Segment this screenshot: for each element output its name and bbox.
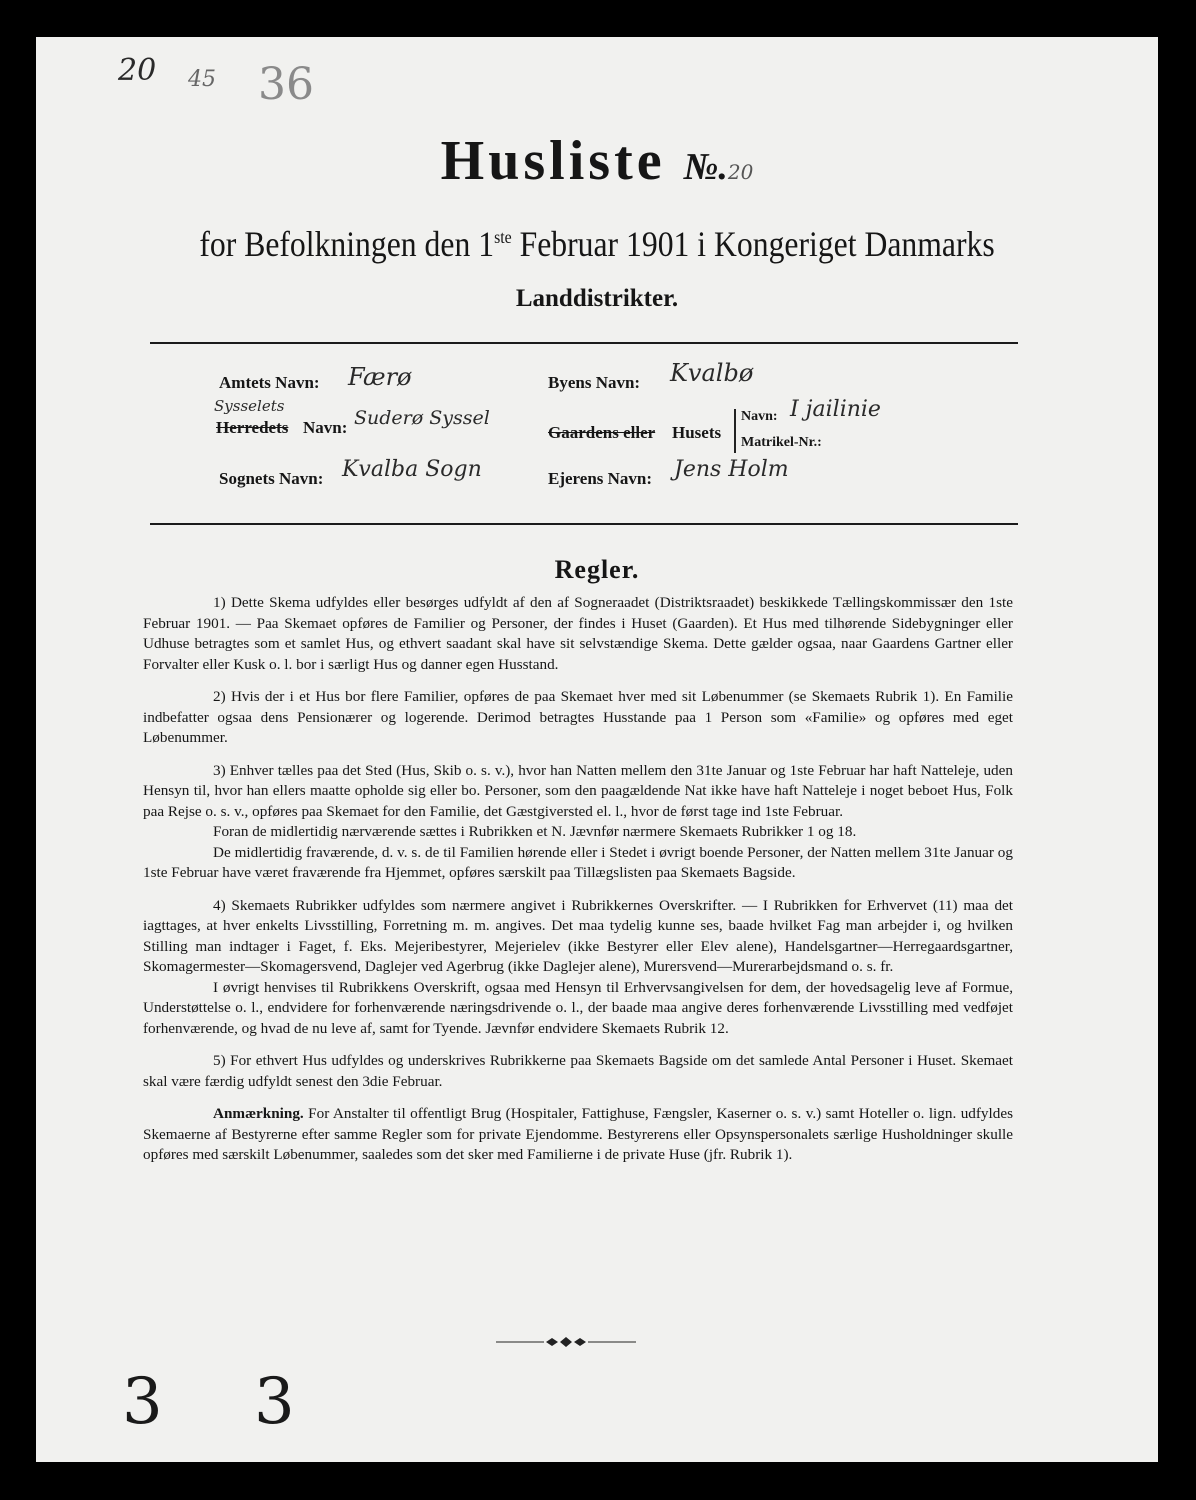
rules-body [143, 593, 1013, 1178]
note [143, 1104, 1013, 1166]
subtitle: for Befolkningen den 1ste Februar 1901 i Kongeriget Danmarks [199, 224, 995, 264]
rule-3-note-b: De midlertidig fraværende, d. v. s. de til Familien hørende eller i Stedet i øvrigt boende Personer, der Natten mellem 31te Januar og 1ste Februar have været fraværende fra Hjemmet, opføres særskilt paa Tillægslisten paa Skemaets Bagside. [143, 843, 1013, 881]
rule-3-note-a: Foran de midlertidig nærværende sættes i Rubrikken et N. Jævnfør nærmere Skemaets Rubrikker 1 og 18. [213, 823, 857, 840]
navn-value[interactable]: I jailinie [790, 397, 881, 422]
number-sign: №. [683, 146, 728, 188]
top-divider [150, 342, 1018, 344]
syssel-handwritten: Sysselets [214, 397, 285, 415]
amt-value[interactable]: Færø [348, 363, 412, 391]
document-page [36, 37, 1158, 1462]
bottom-divider [150, 523, 1018, 525]
list-number: 20 [727, 160, 754, 184]
rule-2: 2) Hvis der i et Hus bor flere Familier, opføres de paa Skemaet hver med sit Løbenummer (se Skemaets Rubrik 1). En Familie indbefatter ogsaa dens Pensionærer og logerende. Derimod betragtes Husstande paa 1 Person som «Familie» og opføres med eget Løbenummer. [143, 688, 1013, 746]
rule-5: 5) For ethvert Hus udfyldes og underskrives Rubrikkerne paa Skemaets Bagside om det samlede Antal Personer i Huset. Skemaet skal være færdig udfyldt senest den 3die Februar. [143, 1052, 1013, 1090]
bottom-mark-left: 3 [122, 1365, 163, 1439]
rule-4: 4) Skemaets Rubrikker udfyldes som nærmere angivet i Rubrikkernes Overskrifter. — I Rubrikken for Erhvervet (11) maa det iagttages, at hver enkelts Livsstilling, Forretning m. m. angives. Det maa tydelig kunne ses, baade hvilket Fag man arbejder i, og hvilken Stilling man indtager i Faget, f. Eks. Mejeribestyrer, Mejerielev (ikke Bestyrer eller Elev alene), Handelsgartner—Herregaardsgartner, Skomagermester—Skomagersvend, Daglejer ved Agerbrug (ikke Daglejer alene), Murersvend—Murerarbejdsmand o. s. fr. [143, 896, 1013, 975]
ejer-value[interactable]: Jens Holm [674, 457, 789, 482]
rule-1: 1) Dette Skema udfyldes eller besørges udfyldt af den af Sogneraadet (Distriktsraadet) beskikkede Tællingskommissær den 1ste Februar 1901. — Paa Skemaet opføres de Familier og Personer, der findes i Huset (Gaarden). Et Hus med tilhørende Sidebygninger eller Udhuse betragtes som et samlet Hus, og ethvert saadant skal have sit selvstændige Skema. Dette gælder ogsaa, naar Gaardens Gartner eller Forvalter eller Kusk o. l. bor i særligt Hus og danner egen Husstand. [143, 594, 1013, 673]
note-text: For Anstalter til offentligt Brug (Hospitaler, Fattighuse, Fængsler, Kaserner o. s. v.) samt Hoteller o. lign. udfyldes Skemaerne af Bestyrerne efter samme Regler som for private Ejendomme. Bestyrerens eller Opsynspersonalets særlige Husholdninger skulle opføres med særskilt Løbenummer, saaledes som det sker med Familierne i de private Huse (jfr. Rubrik 1). [143, 1105, 1013, 1163]
district-heading: Landdistrikter. [515, 285, 679, 312]
matrikel-label: Matrikel-Nr.: [741, 435, 822, 450]
ejer-label: Ejerens Navn: [548, 469, 653, 488]
margin-number-b: 45 [188, 67, 216, 92]
herred-value[interactable]: Suderø Syssel [354, 407, 490, 429]
brace-line [734, 409, 736, 453]
bottom-mark-right: 3 [254, 1365, 295, 1439]
margin-number-a: 20 [118, 53, 157, 88]
sogn-label: Sognets Navn: [219, 469, 324, 488]
byens-value[interactable]: Kvalbø [670, 359, 754, 387]
herred-label: Herredets [216, 418, 289, 437]
page-title [36, 129, 1158, 193]
navn-label: Navn: [741, 409, 778, 424]
husets-label: Husets [672, 423, 722, 442]
note-label: Anmærkning. [213, 1105, 304, 1122]
title-word: Husliste [440, 130, 666, 192]
byens-label: Byens Navn: [548, 373, 641, 392]
margin-number-c: 36 [258, 59, 314, 110]
rule-3: 3) Enhver tælles paa det Sted (Hus, Skib o. s. v.), hvor han Natten mellem den 31te Januar og 1ste Februar har haft Natteleje, uden Hensyn til, hvor han ellers maatte opholde sig eller bo. Personer, som den paagældende Nat ikke have haft Natteleje i noget beboet Hus, Folk paa Rejse o. s. v., opføres paa Skemaet for den Familie, det Gæstgiversted el. l., hvor de først tage ind 1ste Februar. [143, 761, 1013, 820]
amt-label: Amtets Navn: [219, 373, 320, 392]
ornament-divider [496, 1335, 636, 1349]
sogn-value[interactable]: Kvalba Sogn [342, 457, 482, 482]
gaard-label: Gaardens eller [548, 423, 656, 442]
rule-4-note: I øvrigt henvises til Rubrikkens Overskrift, ogsaa med Hensyn til Erhvervsangivelsen for dem, der hovedsagelig leve af Formue, Understøttelse o. l., endvidere for forhenværende næringsdrivende o. l., der baade maa angive deres forhenværende Livsstilling med vedføjet forhenværende, og hvad de nu leve af, samt for Tyende. Jævnfør endvidere Skemaets Rubrik 12. [143, 978, 1013, 1037]
rules-heading: Regler. [554, 555, 640, 584]
herred-suffix: Navn: [303, 418, 348, 437]
